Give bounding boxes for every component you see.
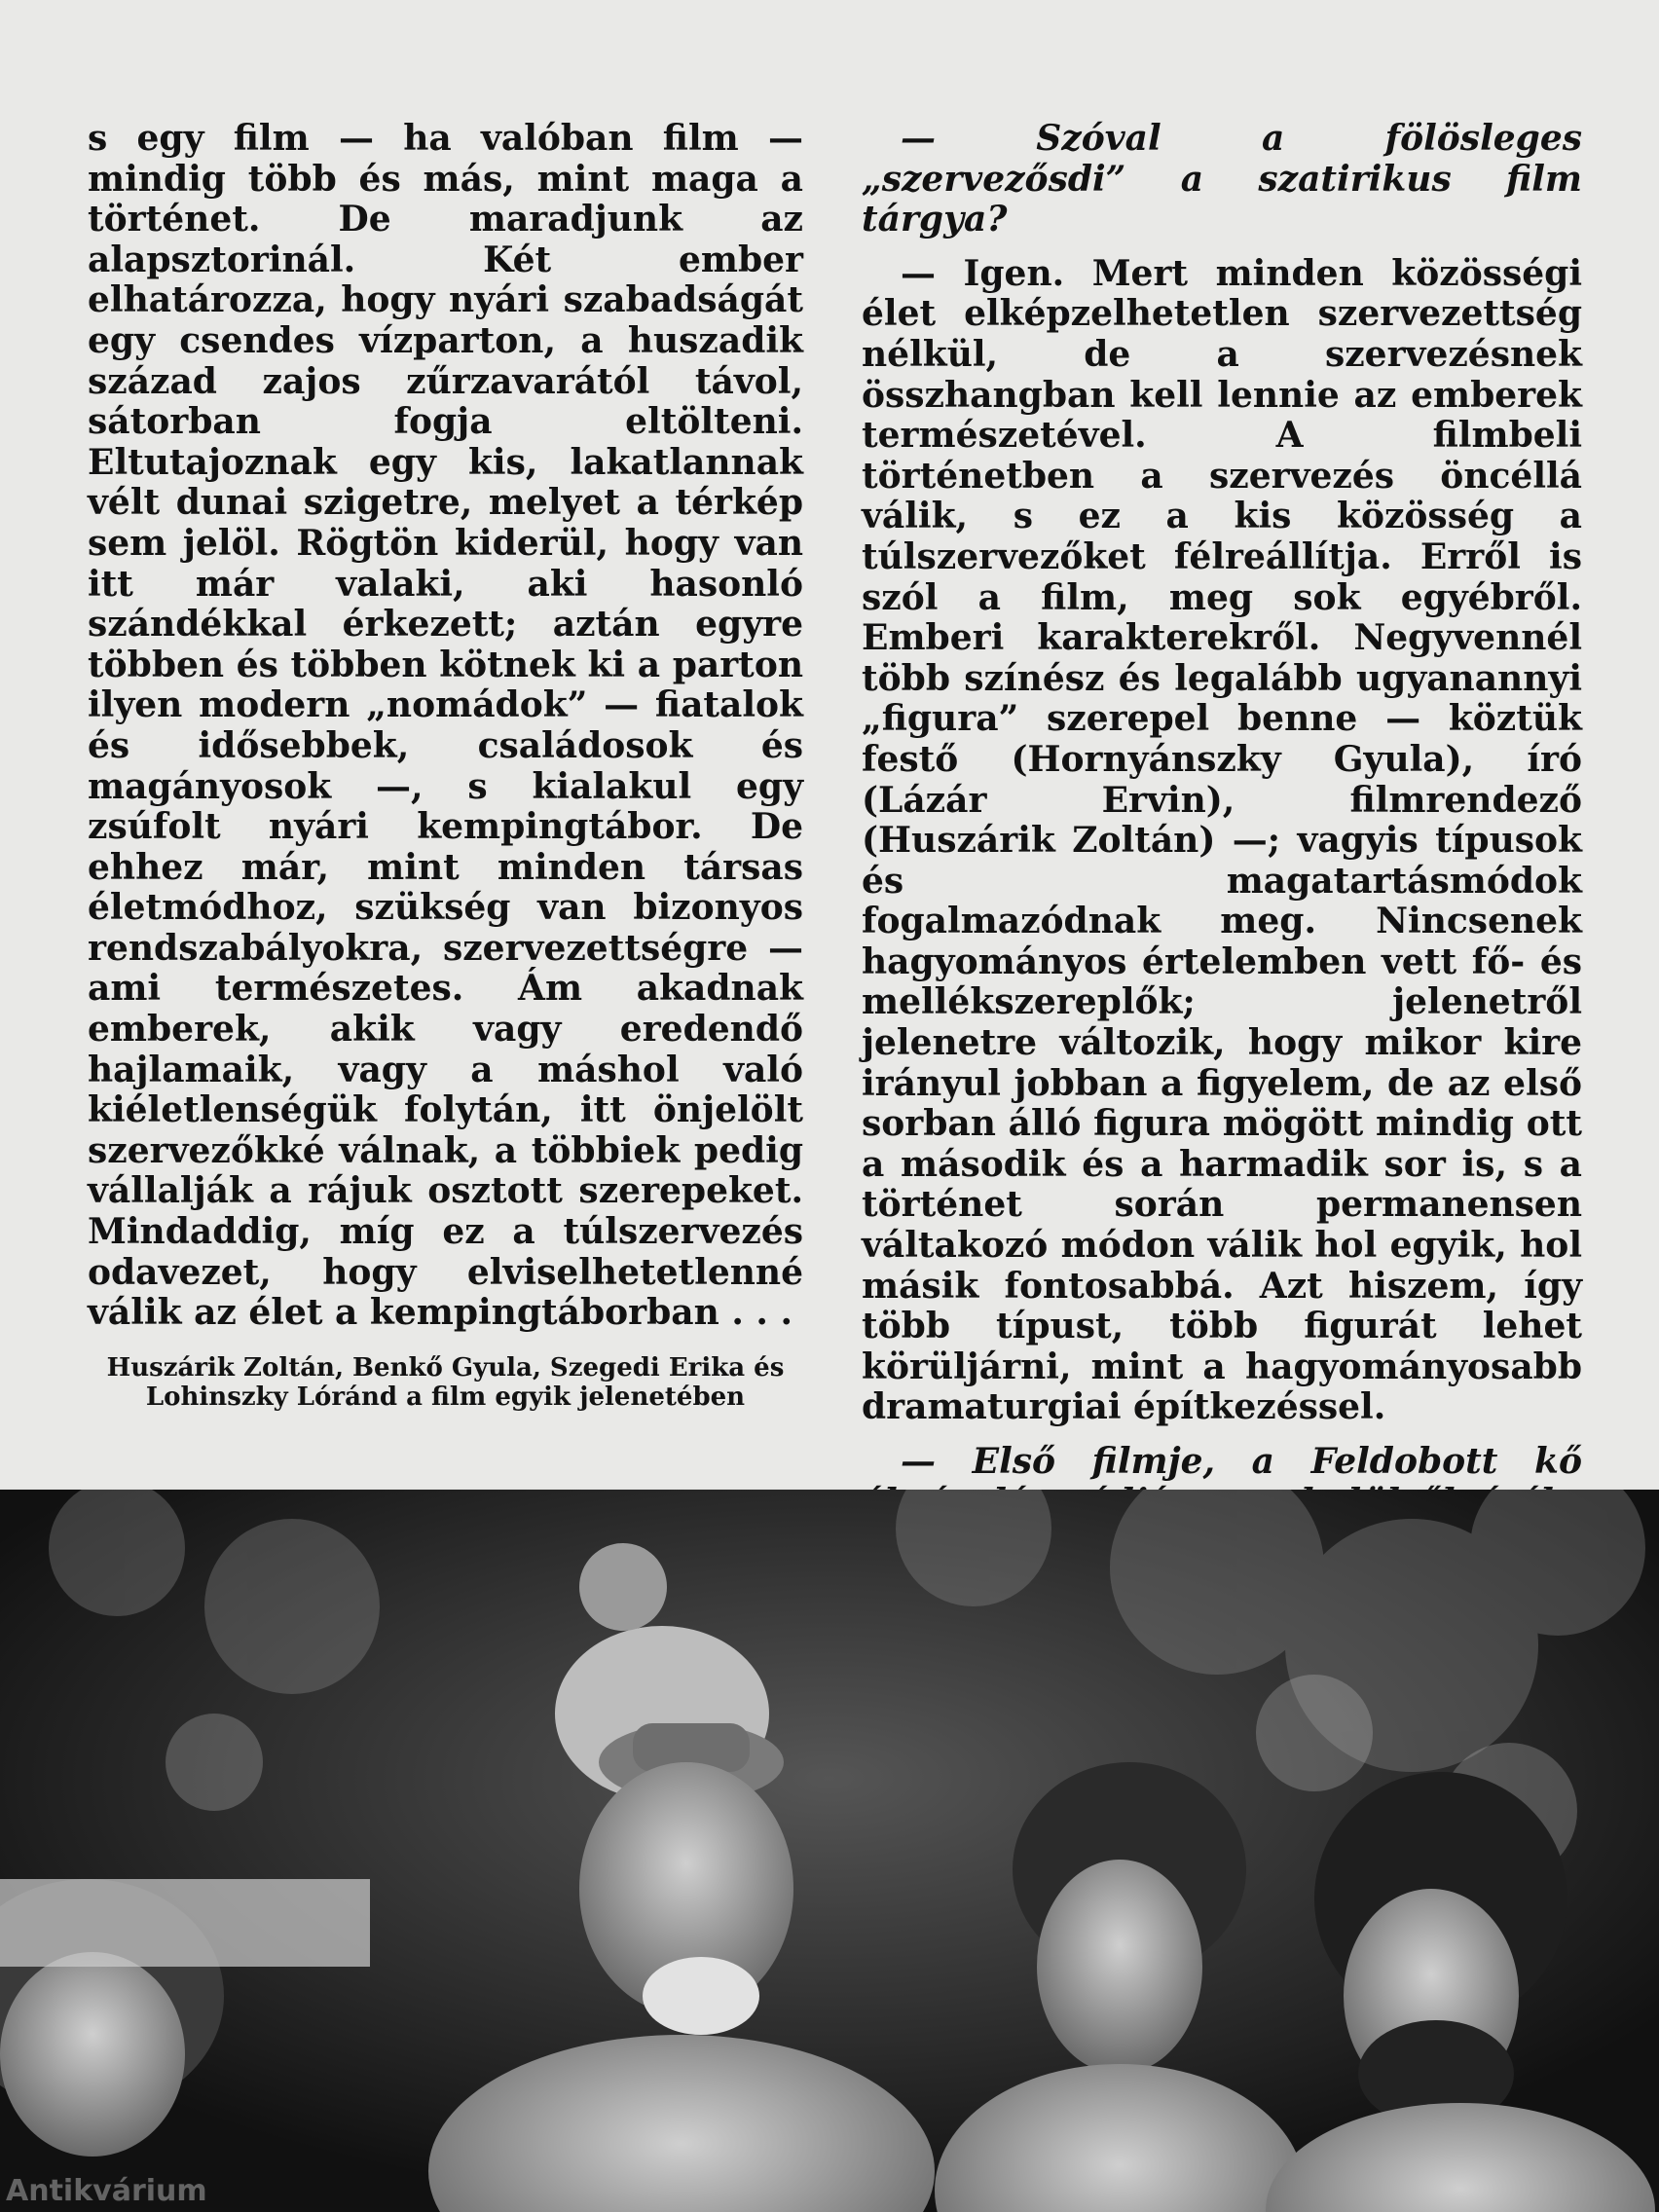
interview-answer-1: — Igen. Mert minden közösségi élet elképzelhetetlen szervezettség nélkül, de a szervezésnek összhangban kell lennie az emberek természetével. A filmbeli történetben a szervezés öncéllá válik, s ez a kis közösség a túlszervezőket félreállítja. Erről is szól a film, meg sok egyébről. Emberi karakterekről. Negyvennél több színész és legalább ugyanannyi „figura” szerepel benne — köztük festő (Hornyánszky Gyula), író (Lázár Ervin), filmrendező (Huszárik Zoltán) —; vagyis típusok és magatartásmódok fogalmazódnak meg. Nincsenek hagyományos értelemben vett fő- és mellékszereplők; jelenetről jelenetre változik, hogy mikor kire irányul jobban a figyelem, de az első sorban álló figura mögött mindig ott a második és a harmadik sor is, s a történet során permanensen váltakozó módon válik hol egyik, hol másik fontosabbá. Azt hiszem, így több típust, több figurát lehet körüljárni, mint a hagyományosabb dramaturgiai építkezéssel. bbox=[862, 252, 1582, 1428]
photo-illustration bbox=[0, 1490, 1659, 2212]
photo-caption: Huszárik Zoltán, Benkő Gyula, Szegedi Erika és Lohinszky Lóránd a film egyik jelenetében bbox=[106, 1353, 785, 1412]
film-still-photo bbox=[0, 1490, 1659, 2212]
left-column bbox=[88, 119, 803, 1334]
interview-question-1: — Szóval a fölösleges „szervezősdi” a szatirikus film tárgya? bbox=[862, 118, 1582, 240]
interview-question-2: — Első filmje, a Feldobott kő bbox=[901, 1441, 1582, 1482]
right-column bbox=[862, 119, 1582, 1564]
left-column-paragraph: s egy film — ha valóban film — mindig több és más, mint maga a történet. De maradjunk az alapsztorinál. Két ember elhatározza, hogy nyári szabadságát egy csendes vízparton, a huszadik század zajos zűrzavarától távol, sátorban fogja eltölteni. Eltutajoznak egy kis, lakatlannak vélt dunai szigetre, melyet a térkép sem jelöl. Rögtön kiderül, hogy van itt már valaki, aki hasonló szándékkal érkezett; aztán egyre többen és többen kötnek ki a parton ilyen modern „nomádok” — fiatalok és idősebbek, családosok és magányosok —, s kialakul egy zsúfolt nyári kempingtábor. De ehhez már, mint minden társas életmódhoz, szükség van bizonyos rendszabályokra, szervezettségre — ami természetes. Ám akadnak emberek, akik vagy eredendő hajlamaik, vagy a máshol való kiéletlenségük folytán, itt önjelölt szervezőkké válnak, a többiek pedig vállalják a rájuk osztott szerepeket. Mindaddig, míg ez a túlszervezés odavezet, hogy elviselhetetlenné válik az élet a kempingtáborban . . . bbox=[88, 118, 803, 1334]
watermark: Antikvárium bbox=[6, 2174, 207, 2208]
